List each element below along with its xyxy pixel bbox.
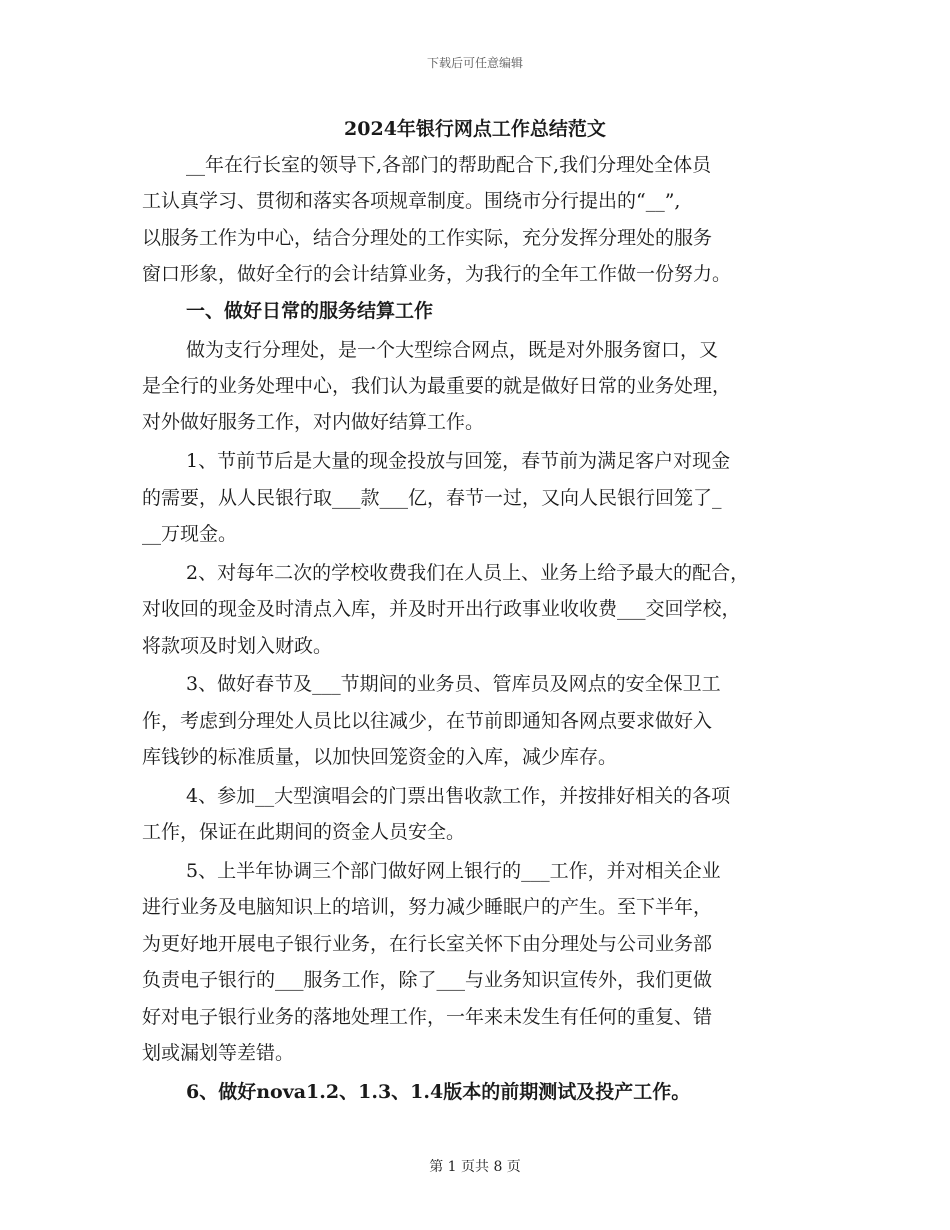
- body-line: 1、节前节后是大量的现金投放与回笼，春节前为满足客户对现金: [186, 450, 731, 472]
- body-line: 负责电子银行的___服务工作，除了___与业务知识宣传外，我们更做: [142, 969, 713, 991]
- body-line: 工作，保证在此期间的资金人员安全。: [142, 821, 466, 843]
- body-line: __万现金。: [142, 523, 238, 545]
- body-line: 5、上半年协调三个部门做好网上银行的___工作，并对相关企业: [186, 860, 721, 882]
- body-line: 做为支行分理处，是一个大型综合网点，既是对外服务窗口，又: [186, 339, 719, 361]
- header-note: 下载后可任意编辑: [426, 56, 523, 70]
- body-line: 窗口形象，做好全行的会计结算业务，为我行的全年工作做一份努力。: [142, 263, 732, 285]
- body-line: 划或漏划等差错。: [142, 1042, 295, 1064]
- body-line: 的需要，从人民银行取___款___亿，春节一过，又向人民银行回笼了_: [142, 487, 722, 509]
- body-line: 好对电子银行业务的落地处理工作，一年来未发生有任何的重复、错: [142, 1006, 713, 1028]
- body-line: 对外做好服务工作，对内做好结算工作。: [142, 411, 485, 433]
- body-line: 以服务工作为中心，结合分理处的工作实际，充分发挥分理处的服务: [142, 227, 713, 249]
- body-line: 工认真学习、贯彻和落实各项规章制度。围绕市分行提出的“__”,: [142, 190, 681, 212]
- body-line: 2、对每年二次的学校收费我们在人员上、业务上给予最大的配合，: [186, 562, 750, 584]
- body-line: 进行业务及电脑知识上的培训，努力减少睡眠户的产生。至下半年，: [142, 896, 713, 918]
- body-line: 对收回的现金及时清点入库，并及时开出行政事业收收费___交回学校，: [142, 598, 741, 620]
- body-line: 库钱钞的标准质量，以加快回笼资金的入库，减少库存。: [142, 746, 618, 768]
- section-heading: 6、做好nova1.2、1.3、1.4版本的前期测试及投产工作。: [186, 1081, 691, 1103]
- page-footer: 第 1 页共 8 页: [429, 1159, 521, 1175]
- body-line: 3、做好春节及___节期间的业务员、管库员及网点的安全保卫工: [186, 673, 721, 695]
- body-line: 作，考虑到分理处人员比以往减少，在节前即通知各网点要求做好入: [142, 710, 713, 732]
- body-line: 4、参加__大型演唱会的门票出售收款工作，并按排好相关的各项: [186, 785, 731, 807]
- body-line: __年在行长室的领导下,各部门的帮助配合下,我们分理处全体员: [186, 154, 712, 176]
- body-line: 是全行的业务处理中心，我们认为最重要的就是做好日常的业务处理，: [142, 375, 732, 397]
- section-heading: 一、做好日常的服务结算工作: [186, 300, 434, 322]
- body-line: 将款项及时划入财政。: [142, 635, 333, 657]
- body-line: 为更好地开展电子银行业务，在行长室关怀下由分理处与公司业务部: [142, 933, 713, 955]
- document-title: 2024年银行网点工作总结范文: [344, 118, 606, 140]
